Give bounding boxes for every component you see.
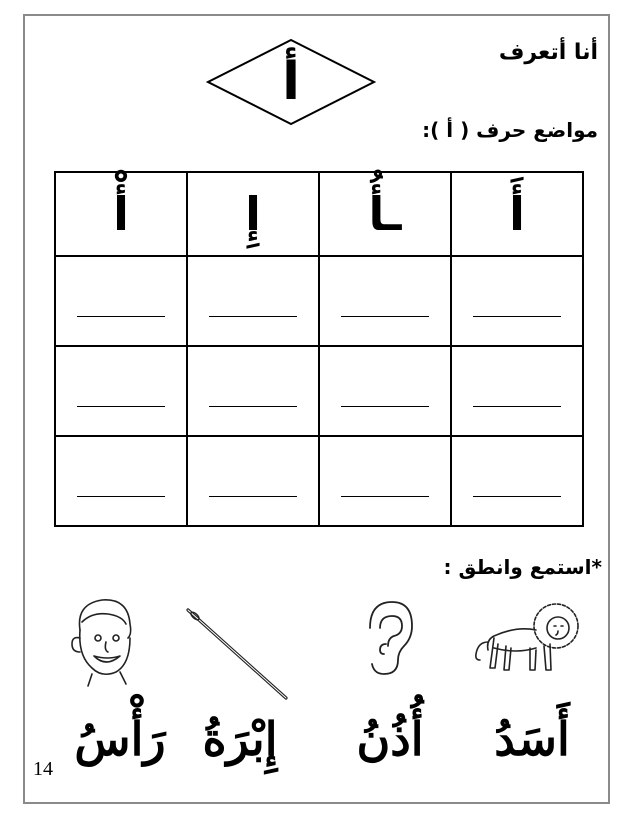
writing-line — [77, 406, 165, 407]
letter-diamond — [206, 38, 376, 126]
writing-cell[interactable] — [55, 256, 187, 346]
form-cell-kasra: إِ — [187, 172, 319, 256]
word-head: رَأْسُ — [74, 712, 166, 766]
writing-line — [473, 316, 561, 317]
table-row — [55, 436, 583, 526]
writing-line — [209, 316, 297, 317]
form-cell-initial: أَ — [451, 172, 583, 256]
letter-forms-table — [54, 171, 584, 527]
table-row — [55, 256, 583, 346]
writing-line — [341, 406, 429, 407]
writing-line — [77, 316, 165, 317]
writing-cell[interactable] — [451, 256, 583, 346]
writing-cell[interactable] — [55, 346, 187, 436]
writing-line — [209, 496, 297, 497]
words-row — [0, 712, 638, 792]
writing-cell[interactable] — [55, 436, 187, 526]
word-ear: أُذُنُ — [356, 712, 424, 766]
section-subtitle: مواضع حرف ( أ ): — [422, 118, 598, 142]
ear-icon — [356, 598, 416, 678]
writing-cell[interactable] — [319, 346, 451, 436]
form-cell-medial: ـأُ — [319, 172, 451, 256]
page-title: أنا أتعرف — [498, 40, 598, 65]
writing-line — [473, 496, 561, 497]
form-cell-sukun: أْ — [55, 172, 187, 256]
diamond-letter: أ — [282, 52, 300, 112]
writing-cell[interactable] — [319, 436, 451, 526]
head-icon — [64, 594, 144, 690]
writing-line — [341, 496, 429, 497]
pictures-row — [0, 590, 638, 710]
writing-cell[interactable] — [187, 256, 319, 346]
writing-line — [341, 316, 429, 317]
writing-cell[interactable] — [319, 256, 451, 346]
writing-line — [473, 406, 561, 407]
lion-icon — [470, 598, 590, 682]
writing-line — [209, 406, 297, 407]
needle-icon — [182, 604, 292, 704]
table-header-row — [55, 172, 583, 256]
writing-line — [77, 496, 165, 497]
word-lion: أَسَدُ — [494, 712, 570, 766]
writing-cell[interactable] — [451, 346, 583, 436]
table-row — [55, 346, 583, 436]
writing-cell[interactable] — [451, 436, 583, 526]
writing-cell[interactable] — [187, 346, 319, 436]
word-needle: إِبْرَةُ — [202, 712, 278, 766]
page-number: 14 — [33, 758, 53, 780]
writing-cell[interactable] — [187, 436, 319, 526]
listen-instruction: *استمع وانطق : — [443, 555, 602, 579]
